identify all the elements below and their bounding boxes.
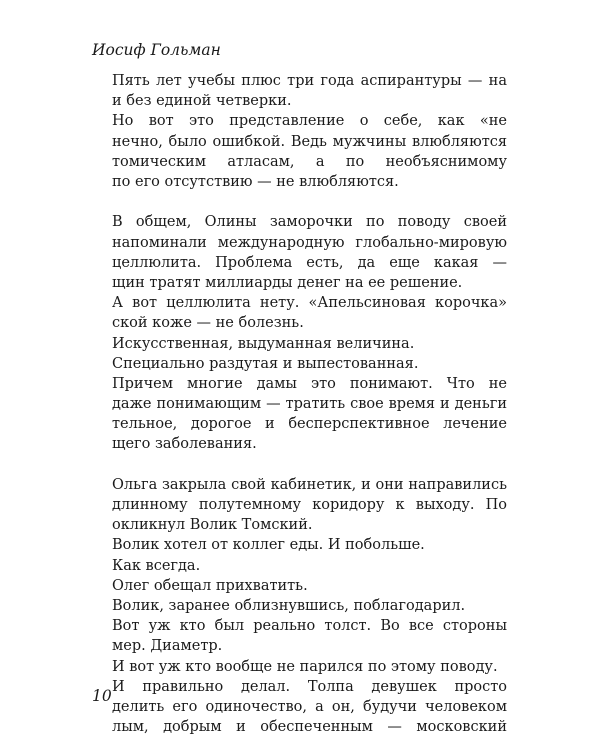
text-line: щего заболевания.	[112, 436, 257, 453]
text-line: И правильно делал. Толпа девушек просто	[112, 678, 507, 695]
text-line: И вот уж кто вообще не парился по этому поводу.	[112, 658, 498, 675]
text-line: по его отсутствию — не влюбляются.	[112, 173, 399, 190]
text-line: Как всегда.	[112, 557, 201, 574]
paragraph	[92, 475, 507, 536]
paragraph-break	[92, 192, 507, 212]
text-line: лым, добрым и обеспеченным — московский	[112, 719, 507, 736]
text-line: щин тратят миллиарды денег на ее решение.	[112, 274, 463, 291]
text-line: Причем многие дамы это понимают. Что не	[112, 375, 507, 392]
text-line: Волик, заранее облизнувшись, поблагодарил.	[112, 598, 466, 615]
text-line: В общем, Олины заморочки по поводу своей	[112, 214, 507, 231]
paragraph	[92, 535, 507, 555]
paragraph	[92, 334, 507, 354]
body-text	[92, 71, 507, 737]
running-title: Иосиф Гольман	[92, 41, 221, 59]
paragraph	[92, 71, 507, 111]
text-line: Ольга закрыла свой кабинетик, и они направились	[112, 476, 507, 493]
paragraph	[92, 374, 507, 455]
paragraph	[92, 657, 507, 677]
paragraph	[92, 354, 507, 374]
paragraph-break	[92, 455, 507, 475]
text-line: делить его одиночество, а он, будучи человеком	[112, 699, 507, 716]
text-line: окликнул Волик Томский.	[112, 517, 313, 534]
paragraph	[92, 556, 507, 576]
text-line: Олег обещал прихватить.	[112, 577, 308, 594]
paragraph	[92, 576, 507, 596]
paragraph	[92, 111, 507, 192]
text-line: даже понимающим — тратить свое время и деньги	[112, 396, 507, 413]
text-line: нечно, было ошибкой. Ведь мужчины влюбляются	[112, 133, 507, 150]
text-line: Искусственная, выдуманная величина.	[112, 335, 415, 352]
text-line: Специально раздутая и выпестованная.	[112, 355, 419, 372]
page-number: 10	[92, 687, 112, 705]
text-line: тельное, дорогое и бесперспективное лечение	[112, 416, 507, 433]
paragraph	[92, 293, 507, 333]
text-line: целлюлита. Проблема есть, да еще какая —	[112, 254, 507, 271]
text-line: ской коже — не болезнь.	[112, 315, 304, 332]
text-line: Но вот это представление о себе, как «не	[112, 113, 507, 130]
text-line: А вот целлюлита нету. «Апельсиновая корочка»	[112, 295, 507, 312]
text-line: длинному полутемному коридору к выходу. По	[112, 497, 507, 514]
paragraph	[92, 212, 507, 293]
paragraph	[92, 596, 507, 616]
paragraph	[92, 616, 507, 656]
text-line: мер. Диаметр.	[112, 638, 223, 655]
text-line: Волик хотел от коллег еды. И побольше.	[112, 537, 425, 554]
text-line: напоминали международную глобально-мировую	[112, 234, 507, 251]
paragraph	[92, 677, 507, 738]
text-line: Пять лет учебы плюс три года аспирантуры — на	[112, 73, 507, 89]
text-line: томическим атласам, а по необъяснимому	[112, 153, 507, 170]
text-line: и без единой четверки.	[112, 93, 292, 110]
text-line: Вот уж кто был реально толст. Во все стороны	[112, 618, 507, 635]
